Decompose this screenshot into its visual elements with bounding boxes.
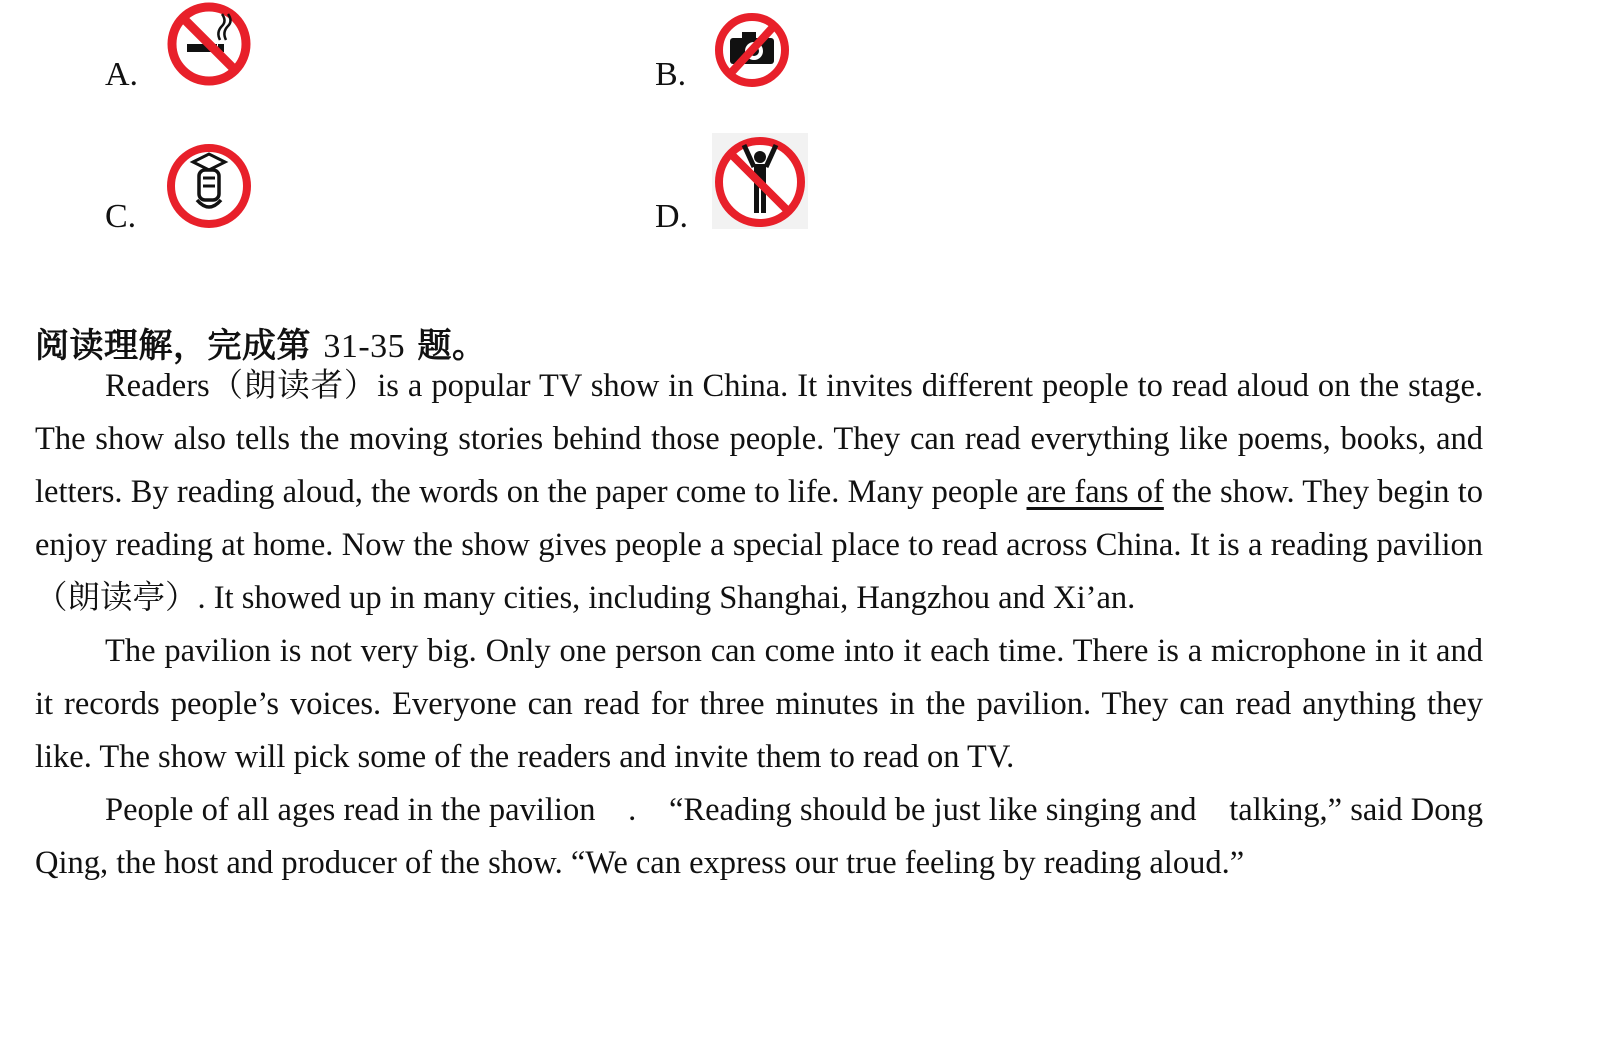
paragraph-1-text-a: Readers（朗读者）is a popular TV show in China. It invites different people to read aloud on the stage. The show also tells the moving stories behind those people. They can read everything like poems, books, and letters. By reading aloud, the words on the paper come to life. Many people xyxy=(35,368,1483,510)
heading-text: 阅读理解，完成第 xyxy=(35,326,311,366)
option-d-label: D. xyxy=(655,198,689,235)
no-touching-icon xyxy=(163,140,255,228)
heading-tail: 题。 xyxy=(417,326,487,366)
heading-question-range: 31-35 xyxy=(323,328,406,365)
underlined-phrase: are fans of xyxy=(1026,474,1164,510)
paragraph-1-text-b: the show. They begin to enjoy reading at home. Now the show gives people a special place to read across China. It is a reading pavilion（朗读亭）. It showed up in many cities, including Shanghai, Hangzhou and Xi’an. xyxy=(35,474,1484,616)
no-smoking-icon xyxy=(165,0,253,88)
paragraph-1 xyxy=(35,360,1483,625)
paragraph-2: The pavilion is not very big. Only one person can come into it each time. There is a microphone in it and it records people’s voices. Everyone can read for three minutes in the pavilion. They can read anything they like. The show will pick some of the readers and invite them to read on TV. xyxy=(35,633,1483,775)
no-climbing-icon xyxy=(712,133,808,229)
no-photography-icon xyxy=(712,10,792,90)
reading-passage xyxy=(35,360,1492,890)
paragraph-3: People of all ages read in the pavilion . “Reading should be just like singing and talking,” said Dong Qing, the host and producer of the show. “We can express our true feeling by reading aloud.” xyxy=(35,792,1492,881)
option-a-label: A. xyxy=(105,56,139,93)
option-c-label: C. xyxy=(105,198,137,235)
option-b-label: B. xyxy=(655,56,687,93)
